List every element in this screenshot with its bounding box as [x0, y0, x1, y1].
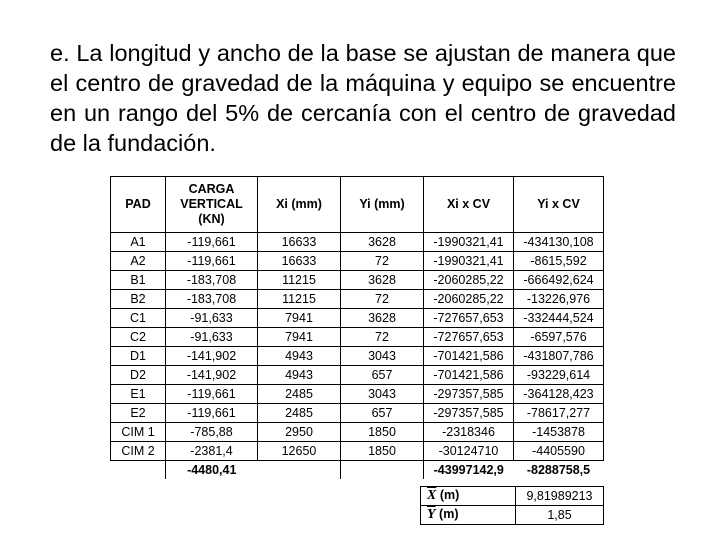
header-pad: PAD [111, 177, 166, 233]
header-carga-line2: VERTICAL [180, 197, 243, 211]
cell-carga: -91,633 [166, 309, 258, 328]
header-yi-x-cv: Yi x CV [514, 177, 604, 233]
cell-xi-x-cv: -701421,586 [424, 366, 514, 385]
cell-xi: 11215 [258, 290, 341, 309]
center-of-gravity-summary [420, 486, 604, 525]
cell-pad: D2 [111, 366, 166, 385]
cell-yi: 3628 [341, 309, 424, 328]
cell-xi: 7941 [258, 328, 341, 347]
totals-empty-cell [341, 461, 424, 480]
x-bar-symbol: $\overline{X}$ [427, 488, 437, 503]
cell-xi: 16633 [258, 252, 341, 271]
header-xi-x-cv: Xi x CV [424, 177, 514, 233]
cell-yi-x-cv: -666492,624 [514, 271, 604, 290]
totals-row [111, 461, 604, 480]
cell-yi-x-cv: -78617,277 [514, 404, 604, 423]
x-unit: (m) [439, 488, 460, 502]
cell-carga: -183,708 [166, 290, 258, 309]
cell-carga: -119,661 [166, 385, 258, 404]
y-bar-label [421, 506, 516, 525]
cell-pad: D1 [111, 347, 166, 366]
cell-xi-x-cv: -2060285,22 [424, 290, 514, 309]
cell-yi-x-cv: -364128,423 [514, 385, 604, 404]
cell-xi: 4943 [258, 366, 341, 385]
cell-yi: 3628 [341, 233, 424, 252]
cell-xi: 12650 [258, 442, 341, 461]
summary-row-y [421, 506, 604, 525]
table-row [111, 404, 604, 423]
cell-carga: -785,88 [166, 423, 258, 442]
header-carga-vertical [166, 177, 258, 233]
table-row [111, 423, 604, 442]
cell-carga: -119,661 [166, 404, 258, 423]
cell-yi: 1850 [341, 423, 424, 442]
cell-pad: C1 [111, 309, 166, 328]
cell-xi-x-cv: -1990321,41 [424, 252, 514, 271]
cell-xi-x-cv: -1990321,41 [424, 233, 514, 252]
y-bar-symbol: $\overline{Y}$ [427, 507, 436, 522]
header-carga-line3: (KN) [198, 212, 225, 226]
cell-carga: -141,902 [166, 366, 258, 385]
table-row [111, 328, 604, 347]
y-unit: (m) [439, 507, 459, 521]
table-row [111, 252, 604, 271]
table-row [111, 366, 604, 385]
cell-yi-x-cv: -93229,614 [514, 366, 604, 385]
cell-yi: 657 [341, 366, 424, 385]
cell-xi-x-cv: -297357,585 [424, 385, 514, 404]
cell-xi-x-cv: -2060285,22 [424, 271, 514, 290]
table-row [111, 347, 604, 366]
table-row [111, 271, 604, 290]
cell-xi: 16633 [258, 233, 341, 252]
cell-xi-x-cv: -727657,653 [424, 309, 514, 328]
cell-yi: 3043 [341, 385, 424, 404]
cell-pad: B2 [111, 290, 166, 309]
total-xi-x-cv: -43997142,9 [433, 463, 504, 477]
cell-carga: -141,902 [166, 347, 258, 366]
cell-yi: 1850 [341, 442, 424, 461]
cell-yi-x-cv: -4405590 [514, 442, 604, 461]
cell-carga: -2381,4 [166, 442, 258, 461]
cell-pad: CIM 1 [111, 423, 166, 442]
header-yi: Yi (mm) [341, 177, 424, 233]
header-carga-line1: CARGA [188, 182, 235, 196]
table-row [111, 290, 604, 309]
total-yi-x-cv: -8288758,5 [526, 463, 591, 477]
cell-xi: 11215 [258, 271, 341, 290]
cell-pad: E2 [111, 404, 166, 423]
cell-xi-x-cv: -30124710 [424, 442, 514, 461]
cell-yi: 72 [341, 290, 424, 309]
cell-xi: 2485 [258, 385, 341, 404]
cell-carga: -183,708 [166, 271, 258, 290]
cell-pad: A1 [111, 233, 166, 252]
x-bar-value: 9,81989213 [516, 487, 604, 506]
gravity-center-table [110, 176, 604, 479]
table-row [111, 309, 604, 328]
cell-yi-x-cv: -431807,786 [514, 347, 604, 366]
cell-carga: -91,633 [166, 328, 258, 347]
x-bar-label [421, 487, 516, 506]
totals-empty-cell [258, 461, 341, 480]
cell-yi-x-cv: -8615,592 [514, 252, 604, 271]
cell-carga: -119,661 [166, 252, 258, 271]
cell-yi: 3043 [341, 347, 424, 366]
cell-xi-x-cv: -727657,653 [424, 328, 514, 347]
cell-pad: CIM 2 [111, 442, 166, 461]
cell-xi: 2950 [258, 423, 341, 442]
cell-yi: 3628 [341, 271, 424, 290]
cell-pad: B1 [111, 271, 166, 290]
cell-yi-x-cv: -434130,108 [514, 233, 604, 252]
table-header-row [111, 177, 604, 233]
cell-yi-x-cv: -1453878 [514, 423, 604, 442]
total-carga: -4480,41 [166, 461, 258, 480]
cell-yi: 72 [341, 328, 424, 347]
cell-pad: C2 [111, 328, 166, 347]
body-paragraph: e. La longitud y ancho de la base se ajustan de manera que el centro de gravedad de la máquina y equipo se encuentre en un rango del 5% de cercanía con el centro de gravedad de la fundación. [50, 40, 676, 156]
cell-xi: 4943 [258, 347, 341, 366]
cell-yi: 657 [341, 404, 424, 423]
y-bar-value: 1,85 [516, 506, 604, 525]
cell-yi-x-cv: -13226,976 [514, 290, 604, 309]
cell-yi: 72 [341, 252, 424, 271]
cell-yi-x-cv: -6597,576 [514, 328, 604, 347]
header-xi: Xi (mm) [258, 177, 341, 233]
table-row [111, 442, 604, 461]
cell-yi-x-cv: -332444,524 [514, 309, 604, 328]
cell-xi-x-cv: -2318346 [424, 423, 514, 442]
table-row [111, 385, 604, 404]
cell-xi-x-cv: -701421,586 [424, 347, 514, 366]
cell-xi-x-cv: -297357,585 [424, 404, 514, 423]
cell-pad: E1 [111, 385, 166, 404]
cell-pad: A2 [111, 252, 166, 271]
cell-carga: -119,661 [166, 233, 258, 252]
summary-row-x [421, 487, 604, 506]
cell-xi: 2485 [258, 404, 341, 423]
table-row [111, 233, 604, 252]
totals-pad-cell [111, 461, 166, 480]
cell-xi: 7941 [258, 309, 341, 328]
